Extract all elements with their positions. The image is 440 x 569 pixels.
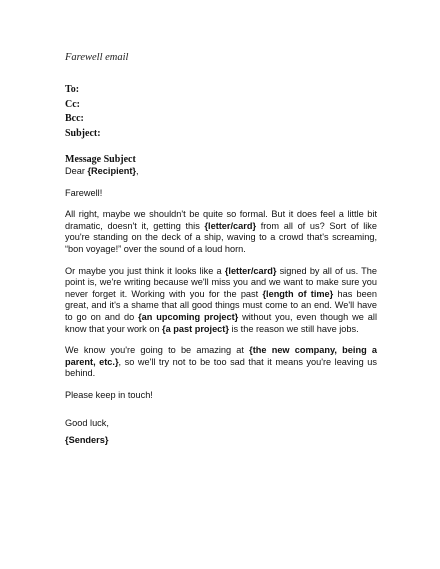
paragraph-2 — [65, 266, 377, 336]
text-run: from all of us? Sort of like you're standing on the deck of a ship, waving to a crowd that's screaming, “bon voyage!” over the sound of a loud horn. — [65, 220, 377, 254]
text-run: is the reason we still have jobs. — [228, 323, 359, 334]
text-run: without you, even though we all know that your work on — [65, 311, 377, 334]
salutation — [65, 166, 377, 178]
placeholder-field: {a past project} — [162, 323, 229, 334]
text-run: All right, maybe we shouldn't be quite so formal. But it does feel a little bit dramatic, doesn't it, getting this — [65, 209, 377, 231]
text-run: , so we'll try not to be too sad that it means you're leaving us behind. — [65, 356, 377, 379]
paragraph-1 — [65, 209, 377, 255]
paragraph-3 — [65, 345, 377, 380]
senders-placeholder: {Senders} — [65, 435, 109, 446]
text-run: signed by all of us. The point is, we're writing because we'll miss you and we want to make sure you never forget it. Working with you for the past — [65, 265, 377, 299]
salutation-text: Dear — [65, 166, 88, 176]
greeting: Farewell! — [65, 187, 103, 198]
paragraph-4: Please keep in touch! — [65, 389, 153, 400]
header-cc: Cc: — [65, 98, 80, 110]
placeholder-field: {letter/card} — [224, 265, 277, 276]
email-headers — [65, 83, 101, 141]
placeholder-field: {length of time} — [262, 288, 334, 299]
header-subject: Subject: — [65, 127, 101, 139]
header-to: To: — [65, 84, 80, 95]
senders — [65, 435, 377, 447]
header-bcc: Bcc: — [65, 113, 84, 124]
salutation-comma: , — [135, 166, 139, 176]
text-run: has been great, and it's a shame that all good things must come to an end. We'll have to go on and do — [65, 288, 377, 322]
text-run: Or maybe you just think it looks like a — [65, 265, 225, 276]
message-subject: Message Subject — [65, 154, 136, 165]
recipient-placeholder: {Recipient} — [87, 166, 136, 176]
placeholder-field: {the new company, being a parent, etc.} — [65, 345, 377, 367]
placeholder-field: {an upcoming project} — [138, 311, 239, 322]
message-body — [65, 154, 377, 447]
closing: Good luck, — [65, 417, 109, 428]
text-run: We know you're going to be amazing at — [65, 345, 250, 356]
placeholder-field: {letter/card} — [204, 220, 257, 231]
document-title: Farewell email — [65, 52, 129, 63]
